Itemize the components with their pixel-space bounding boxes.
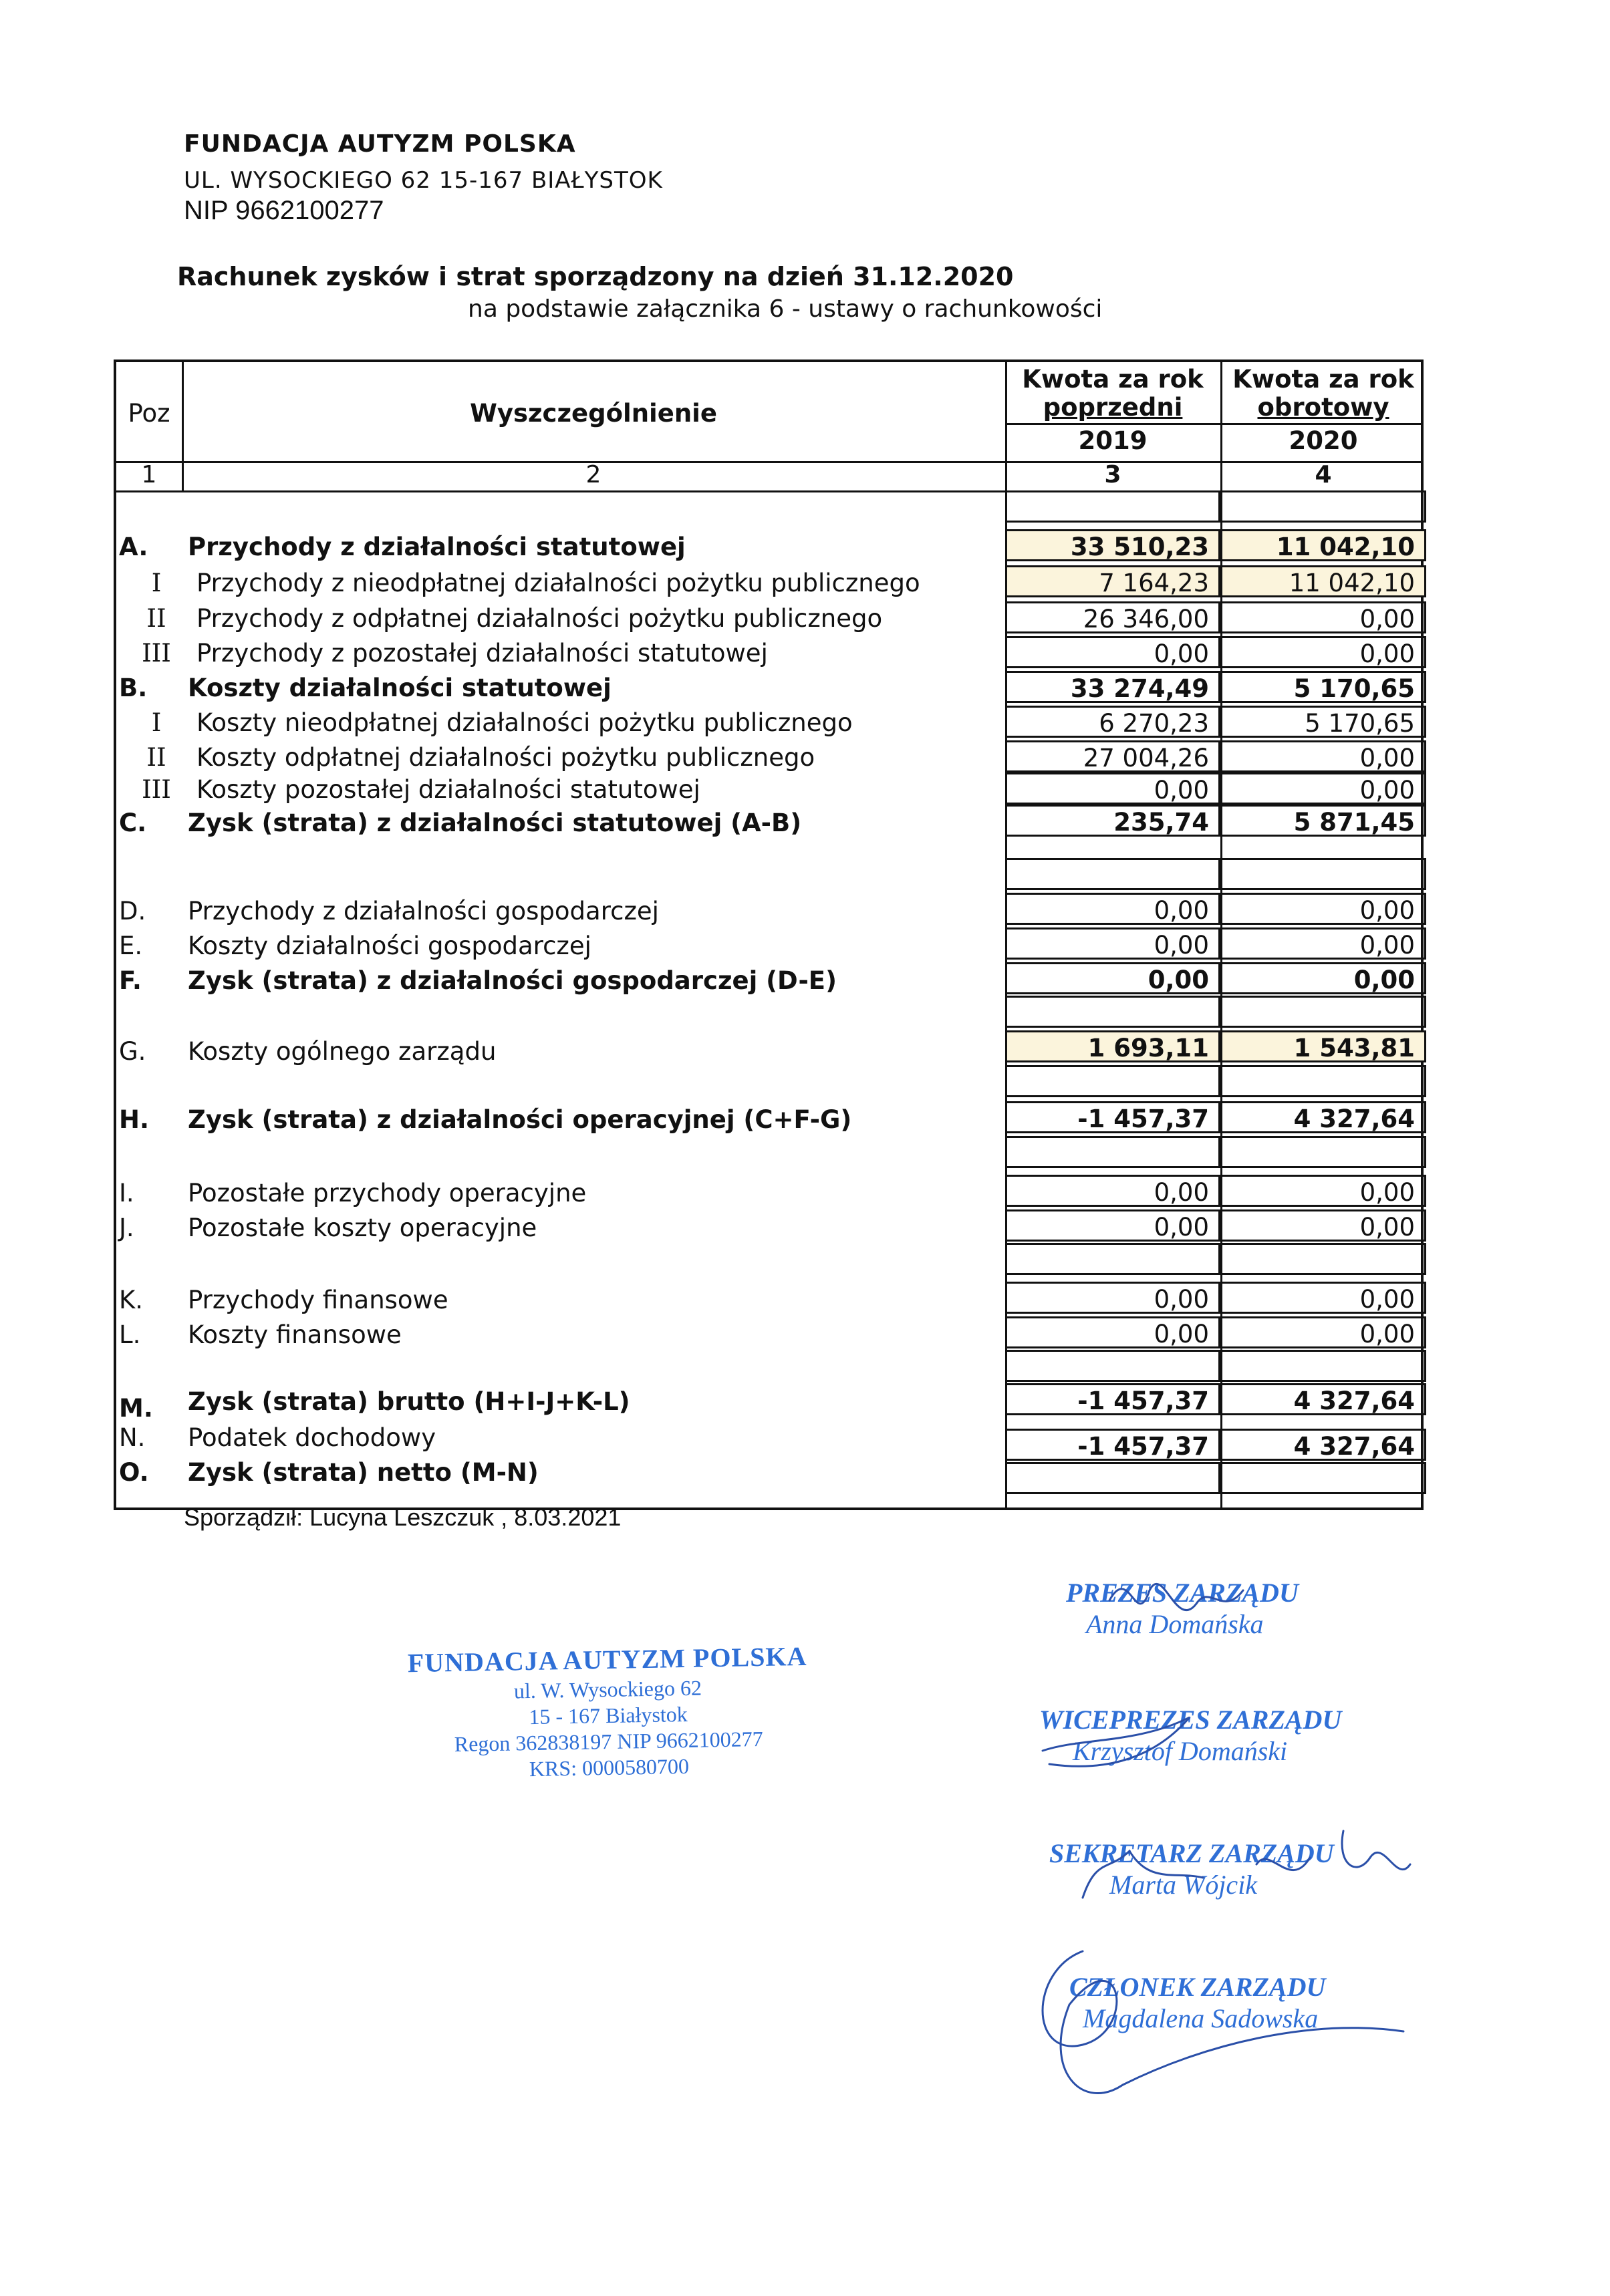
organization-name: FUNDACJA AUTYZM POLSKA xyxy=(184,130,576,158)
header-prev-line1: Kwota za rok xyxy=(1022,365,1204,394)
row-code: II xyxy=(146,604,166,633)
organization-nip: NIP 9662100277 xyxy=(184,196,384,225)
header-prev-year: 2019 xyxy=(1078,426,1148,455)
row-label: Pozostałe koszty operacyjne xyxy=(188,1213,537,1242)
row-label: Zysk (strata) z działalności statutowej (A-B) xyxy=(188,809,802,837)
value-2019: 0,00 xyxy=(1154,1178,1209,1207)
signature-name: Magdalena Sadowska xyxy=(1083,2003,1319,2033)
row-code: F. xyxy=(119,966,142,995)
value-2020: 0,00 xyxy=(1359,1285,1415,1314)
row-code: C. xyxy=(119,809,147,837)
row-label: Przychody finansowe xyxy=(188,1286,448,1314)
row-label: Przychody z odpłatnej działalności pożytku publicznego xyxy=(196,604,883,633)
column-number-3: 3 xyxy=(1104,461,1121,488)
value-2020: 5 871,45 xyxy=(1293,808,1415,837)
row-code: III xyxy=(142,639,171,668)
organization-address: UL. WYSOCKIEGO 62 15-167 BIAŁYSTOK xyxy=(184,167,663,194)
signature-role: PREZES ZARZĄDU xyxy=(1066,1578,1299,1608)
signature-scribble xyxy=(1083,1831,1410,1898)
signature-name: Marta Wójcik xyxy=(1109,1870,1258,1900)
row-label: Przychody z działalności statutowej xyxy=(188,533,686,561)
row-code: N. xyxy=(119,1423,146,1452)
signature-role: SEKRETARZ ZARZĄDU xyxy=(1049,1838,1334,1868)
signature-name: Anna Domańska xyxy=(1086,1609,1264,1639)
stamp-name: FUNDACJA AUTYZM POLSKA xyxy=(407,1640,807,1679)
row-code: K. xyxy=(119,1286,144,1314)
value-2019: 0,00 xyxy=(1154,896,1209,925)
row-label: Koszty ogólnego zarządu xyxy=(188,1037,497,1066)
row-label: Koszty finansowe xyxy=(188,1320,402,1349)
signature-name: Krzysztof Domański xyxy=(1073,1736,1288,1766)
stamp-krs: KRS: 0000580700 xyxy=(529,1753,690,1781)
row-label: Przychody z pozostałej działalności statutowej xyxy=(196,639,768,668)
value-2020: 11 042,10 xyxy=(1276,533,1415,561)
value-2020: 5 170,65 xyxy=(1305,709,1415,738)
header-curr-line2: obrotowy xyxy=(1257,393,1389,422)
row-label: Koszty działalności gospodarczej xyxy=(188,931,591,960)
header-description: Wyszczególnienie xyxy=(470,399,717,428)
row-code: E. xyxy=(119,931,143,960)
row-label: Zysk (strata) brutto (H+I-J+K-L) xyxy=(188,1387,630,1416)
value-2020: 11 042,10 xyxy=(1289,569,1415,597)
row-code: I. xyxy=(119,1179,134,1207)
row-label: Zysk (strata) z działalności gospodarczej (D-E) xyxy=(188,966,837,995)
value-2019: 33 510,23 xyxy=(1070,533,1209,561)
value-2019: 0,00 xyxy=(1154,1285,1209,1314)
stamp-city: 15 - 167 Białystok xyxy=(529,1701,688,1729)
value-2019: 7 164,23 xyxy=(1099,569,1209,597)
value-2020: 0,00 xyxy=(1359,639,1415,668)
value-2019: 0,00 xyxy=(1154,931,1209,960)
value-2019: 27 004,26 xyxy=(1083,744,1209,772)
row-code: II xyxy=(146,743,166,772)
column-number-1: 1 xyxy=(141,461,157,488)
value-2020: 0,00 xyxy=(1359,896,1415,925)
header-poz: Poz xyxy=(128,399,170,428)
prepared-by: Sporządził: Lucyna Leszczuk , 8.03.2021 xyxy=(184,1503,622,1531)
value-2020: 1 543,81 xyxy=(1293,1034,1415,1062)
header-curr-year: 2020 xyxy=(1289,426,1358,455)
value-2019: 26 346,00 xyxy=(1083,605,1209,633)
value-2020: 0,00 xyxy=(1359,1213,1415,1242)
row-code: I xyxy=(151,569,162,597)
stamp-ids: Regon 362838197 NIP 9662100277 xyxy=(454,1726,763,1756)
row-code: I xyxy=(151,708,162,737)
stamp-street: ul. W. Wysockiego 62 xyxy=(513,1675,702,1703)
row-code: A. xyxy=(119,533,148,561)
value-2020: 0,00 xyxy=(1359,1320,1415,1348)
value-2019: -1 457,37 xyxy=(1077,1432,1209,1461)
value-2020: 0,00 xyxy=(1359,605,1415,633)
header-prev-line2: poprzedni xyxy=(1043,393,1183,422)
header-curr-line1: Kwota za rok xyxy=(1232,365,1414,394)
signature-role: CZŁONEK ZARZĄDU xyxy=(1069,1972,1326,2002)
value-2019: 1 693,11 xyxy=(1087,1034,1209,1062)
row-code: L. xyxy=(119,1320,141,1349)
row-code: D. xyxy=(119,897,146,925)
document-title: Rachunek zysków i strat sporządzony na dzień 31.12.2020 xyxy=(177,262,1014,291)
value-2019: 33 274,49 xyxy=(1070,674,1209,703)
signature-scribble xyxy=(1043,1717,1190,1766)
value-2019: 0,00 xyxy=(1148,966,1209,994)
value-2020: 4 327,64 xyxy=(1293,1387,1415,1415)
value-2019: -1 457,37 xyxy=(1077,1387,1209,1415)
row-code: J. xyxy=(119,1213,134,1242)
row-label: Przychody z działalności gospodarczej xyxy=(188,897,659,925)
row-code: G. xyxy=(119,1037,146,1066)
value-2019: 0,00 xyxy=(1154,639,1209,668)
value-2020: 0,00 xyxy=(1359,1178,1415,1207)
row-code: H. xyxy=(119,1105,150,1134)
row-label: Koszty nieodpłatnej działalności pożytku publicznego xyxy=(196,708,853,737)
value-2019: 0,00 xyxy=(1154,1320,1209,1348)
column-number-4: 4 xyxy=(1315,461,1332,488)
signature-scribble xyxy=(1043,1951,1403,2094)
value-2019: -1 457,37 xyxy=(1077,1105,1209,1133)
row-label: Koszty działalności statutowej xyxy=(188,674,612,702)
row-label: Koszty odpłatnej działalności pożytku publicznego xyxy=(196,743,815,772)
value-2020: 0,00 xyxy=(1359,931,1415,960)
row-label: Zysk (strata) z działalności operacyjnej (C+F-G) xyxy=(188,1105,852,1134)
value-2019: 6 270,23 xyxy=(1099,709,1209,738)
row-label: Zysk (strata) netto (M-N) xyxy=(188,1458,539,1487)
signature-scribble xyxy=(1109,1584,1243,1610)
value-2019: 0,00 xyxy=(1154,1213,1209,1242)
value-2020: 4 327,64 xyxy=(1293,1105,1415,1133)
row-label: Pozostałe przychody operacyjne xyxy=(188,1179,587,1207)
document-subtitle: na podstawie załącznika 6 - ustawy o rachunkowości xyxy=(468,295,1103,323)
row-label: Podatek dochodowy xyxy=(188,1423,436,1452)
value-2019: 0,00 xyxy=(1154,776,1209,805)
row-label: Koszty pozostałej działalności statutowej xyxy=(196,775,700,804)
value-2020: 0,00 xyxy=(1359,776,1415,805)
value-2020: 0,00 xyxy=(1359,744,1415,772)
row-code: O. xyxy=(119,1458,149,1487)
row-code: III xyxy=(142,775,171,804)
signature-role: WICEPREZES ZARZĄDU xyxy=(1039,1705,1342,1735)
row-label: Przychody z nieodpłatnej działalności pożytku publicznego xyxy=(196,569,920,597)
value-2020: 5 170,65 xyxy=(1293,674,1415,703)
row-code: B. xyxy=(119,674,148,702)
column-number-2: 2 xyxy=(585,461,601,488)
value-2020: 4 327,64 xyxy=(1293,1432,1415,1461)
value-2019: 235,74 xyxy=(1113,808,1209,837)
value-2020: 0,00 xyxy=(1353,966,1415,994)
row-code: M. xyxy=(119,1394,153,1423)
